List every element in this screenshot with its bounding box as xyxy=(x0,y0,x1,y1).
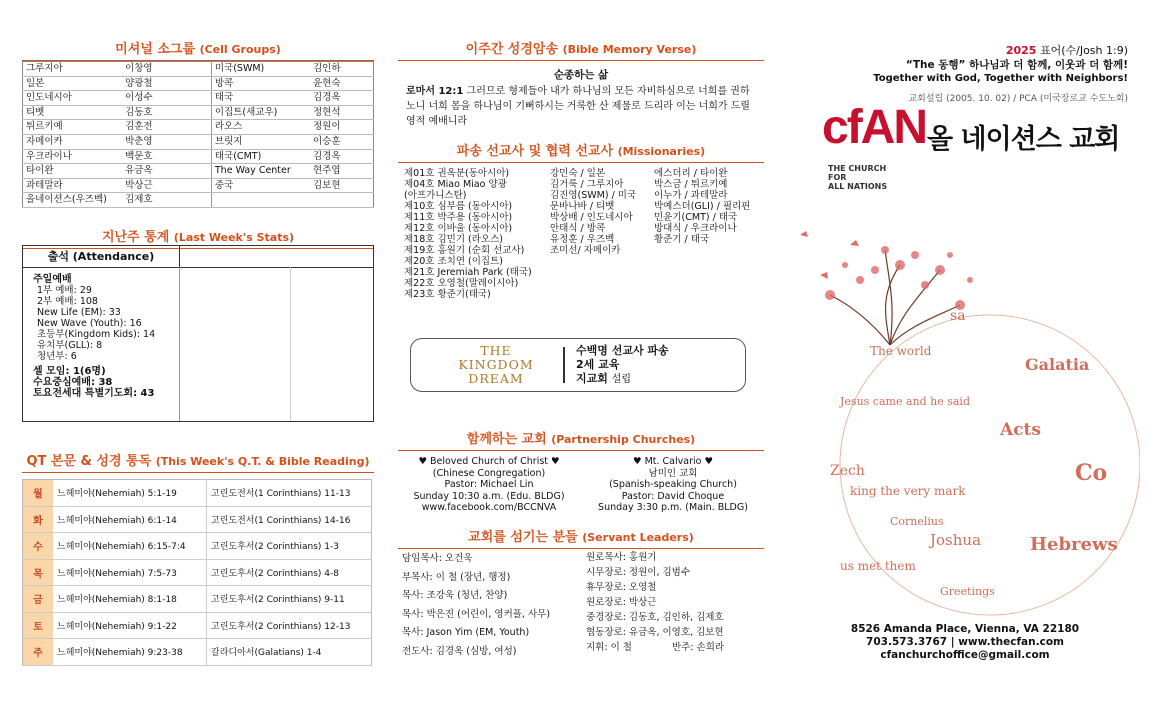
cell-group-row xyxy=(23,62,374,77)
partner-line: ♥ Mt. Calvario ♥ xyxy=(633,456,713,467)
cell-group-cell: 이창영 xyxy=(122,62,211,77)
cell-group-cell: 태국(CMT) xyxy=(211,149,310,164)
servant-item: 휴무장로: 오영철 xyxy=(586,582,657,593)
sunday-label: 주일예배 xyxy=(33,274,72,285)
cell-group-cell: 정원이 xyxy=(310,120,374,135)
partner-line: ♥ Beloved Church of Christ ♥ xyxy=(418,456,560,467)
attendance-header: 출석 (Attendance) xyxy=(23,246,180,268)
cell-group-cell: 김경옥 xyxy=(310,149,374,164)
qt-row xyxy=(23,559,372,586)
qt-table xyxy=(22,479,372,666)
memory-title: 이주간 성경암송 (Bible Memory Verse) xyxy=(398,38,764,61)
missionary-item: 제10호 심부름 (동아시아) xyxy=(404,201,513,212)
memory-subtitle: 순종하는 삶 xyxy=(553,69,609,81)
qt-title: QT 본문 & 성경 통독 (This Week's Q.T. & Bible Reading) xyxy=(22,450,374,473)
cell-group-cell: 이성수 xyxy=(122,91,211,106)
servant-item: 전도사: 김경옥 (심방, 여성) xyxy=(402,645,517,657)
cell-group-cell: 자메이카 xyxy=(23,134,123,149)
middle-column xyxy=(398,0,764,701)
missionary-item: 에스더리 / 타이완 xyxy=(654,168,728,179)
missionaries-title: 파송 선교사 및 협력 선교사 (Missionaries) xyxy=(398,140,764,163)
servant-item-conductor xyxy=(586,640,764,655)
svg-text:Zech: Zech xyxy=(830,463,865,479)
partner-line: 남미인 교회 xyxy=(648,467,698,479)
cell-group-cell: 유금옥 xyxy=(122,164,211,179)
cell-stat: 셀 모임: 1(6명) xyxy=(33,366,106,377)
qt-day: 토 xyxy=(23,612,54,639)
qt-passage: 느헤미야(Nehemiah) 6:15-7:4 xyxy=(53,533,207,560)
qt-row xyxy=(23,639,372,666)
svg-text:Jesus came and he said: Jesus came and he said xyxy=(840,395,970,408)
qt-passage: 느헤미야(Nehemiah) 5:1-19 xyxy=(53,480,207,507)
cell-group-cell: 이집트(새교우) xyxy=(211,105,310,120)
stat-line: 청년부: 6 xyxy=(37,351,77,362)
stats-list xyxy=(33,274,155,399)
qt-row xyxy=(23,480,372,507)
partner-line: (Spanish-speaking Church) xyxy=(609,479,737,490)
kingdom-dream-text: 수백명 선교사 파송 2세 교육 지교회 설립 xyxy=(576,344,669,385)
partner-church-chinese xyxy=(398,456,580,514)
cell-group-cell: 그루지아 xyxy=(23,62,123,77)
missionary-item: 제04호 Miao Miao 양광 xyxy=(404,179,507,190)
missionary-item: 이누가 / 과테말라 xyxy=(654,190,728,201)
svg-text:Acts: Acts xyxy=(1000,420,1041,440)
servant-item: 중경장로: 김동호, 김인하, 김제호 xyxy=(586,612,724,623)
cell-group-cell: 백문호 xyxy=(122,149,211,164)
cell-groups-table xyxy=(22,61,374,208)
header-motto: 2025 표어(수/Josh 1:9) “The 동행” 하나님과 더 함께, 이웃과 더 함께! Together with God, Together with Neighbors! 교회설립 (2005. 10. 02) / PCA (미국장로교 수도노회) xyxy=(873,44,1128,104)
svg-text:Galatia: Galatia xyxy=(1025,355,1090,374)
reading-passage: 갈라디아서(Galatians) 1-4 xyxy=(207,639,372,666)
cell-group-cell: 타이완 xyxy=(23,164,123,179)
cell-group-cell: 김동호 xyxy=(122,105,211,120)
reading-passage: 고린도후서(2 Corinthians) 1-3 xyxy=(207,533,372,560)
servant-item: 목사: 조강욱 (청년, 찬양) xyxy=(402,590,508,601)
missionary-item: 제23호 황준기(태국) xyxy=(404,289,491,300)
reading-passage: 고린도후서(2 Corinthians) 4-8 xyxy=(207,559,372,586)
cell-group-row xyxy=(23,134,374,149)
qt-row xyxy=(23,533,372,560)
qt-passage: 느헤미야(Nehemiah) 9:23-38 xyxy=(53,639,207,666)
logo-name: 올 네이션스 교회 xyxy=(927,124,1120,155)
servant-item: 협동장로: 유금옥, 이영호, 김보현 xyxy=(586,627,724,638)
qt-passage: 느헤미야(Nehemiah) 9:1-22 xyxy=(53,612,207,639)
svg-text:Co: Co xyxy=(1075,460,1108,486)
memory-verse: 로마서 12:1 그러므로 형제들아 내가 하나님의 모든 자비하심으로 너희를 권하노니 너희 몸을 하나님이 기뻐하시는 거룩한 산 제물로 드리라 이는 너희가 드릴 영적 예배니라 xyxy=(406,86,751,127)
cell-group-cell: 중국 xyxy=(211,178,310,193)
partner-line: www.facebook.com/BCCNVA xyxy=(421,502,557,513)
svg-text:Greetings: Greetings xyxy=(940,585,995,598)
missionary-item: 제12호 이바울 (동아시아) xyxy=(404,223,513,234)
svg-text:us met them: us met them xyxy=(840,559,916,573)
partner-line: Sunday 3:30 p.m. (Main. BLDG) xyxy=(598,502,748,513)
logo-mark: cfAN xyxy=(822,101,927,154)
cell-group-row xyxy=(23,149,374,164)
cell-group-row xyxy=(23,76,374,91)
missionary-item: 김거룩 / 그루지아 xyxy=(550,179,624,190)
missionary-item: 제21호 Jeremiah Park (태국) xyxy=(404,267,532,278)
address-block: 8526 Amanda Place, Vienna, VA 22180 703.573.3767 | www.thecfan.com cfanchurchoffice@gmail.com xyxy=(850,623,1080,661)
stat-line: 2부 예배: 108 xyxy=(37,296,98,307)
svg-text:sa: sa xyxy=(950,308,966,324)
svg-text:king the very mark: king the very mark xyxy=(850,484,966,498)
qt-row xyxy=(23,506,372,533)
partner-line: Pastor: David Choque xyxy=(621,490,725,502)
cell-group-cell: 튀르키예 xyxy=(23,120,123,135)
cell-group-cell: 방콕 xyxy=(211,76,310,91)
svg-text:Hebrews: Hebrews xyxy=(1030,534,1118,555)
missionary-item: (아프가니스탄) xyxy=(404,190,467,201)
cell-group-cell xyxy=(211,193,310,208)
cell-group-cell: 미국(SWM) xyxy=(211,62,310,77)
cell-group-cell: 이승훈 xyxy=(310,134,374,149)
servants-right xyxy=(586,550,764,655)
cell-group-cell: 브릿지 xyxy=(211,134,310,149)
missionary-item: 문바나바 / 티벳 xyxy=(550,201,615,212)
qt-passage: 느헤미야(Nehemiah) 6:1-14 xyxy=(53,506,207,533)
reading-passage: 고린도전서(1 Corinthians) 14-16 xyxy=(207,506,372,533)
kingdom-dream-box xyxy=(410,338,746,392)
saturday-stat: 토요전세대 특별기도회: 43 xyxy=(33,388,155,399)
cell-group-cell: 현주엽 xyxy=(310,164,374,179)
missionary-item: 제01호 권옥분(동아시아) xyxy=(404,168,510,179)
missionary-item: 제22호 오영철(말레이시아) xyxy=(404,278,519,289)
servant-item: 담임목사: 오건욱 xyxy=(402,553,473,564)
cell-group-cell: 박상근 xyxy=(122,178,211,193)
right-column xyxy=(790,0,1140,701)
qt-passage: 느헤미야(Nehemiah) 7:5-73 xyxy=(53,559,207,586)
accompanist: 반주: 손희라 xyxy=(671,642,725,653)
stat-line: 초등부(Kingdom Kids): 14 xyxy=(37,329,156,340)
cell-group-cell: 정현석 xyxy=(310,105,374,120)
servant-item: 목사: 박은진 (어린이, 영커플, 사무) xyxy=(402,608,551,620)
cell-group-cell: 김보현 xyxy=(310,178,374,193)
servant-item: 원로목사: 홍원기 xyxy=(586,552,657,563)
qt-day: 화 xyxy=(23,506,54,533)
servant-item: 부목사: 이 철 (장년, 행정) xyxy=(402,571,511,583)
stat-line: 유치부(GLL): 8 xyxy=(37,340,103,351)
servant-item: 시무장로: 정원이, 김범수 xyxy=(586,567,691,578)
cell-group-row xyxy=(23,91,374,106)
missionary-item: 조미선/ 자메이카 xyxy=(550,245,621,256)
stats-title: 지난주 통계 (Last Week's Stats) xyxy=(22,226,374,249)
partner-line: Sunday 10:30 a.m. (Edu. BLDG) xyxy=(413,490,565,502)
stat-line: New Wave (Youth): 16 xyxy=(37,318,142,329)
missionaries-mid xyxy=(550,168,650,256)
qt-day: 수 xyxy=(23,533,54,560)
missionaries-right xyxy=(654,168,762,245)
cell-group-cell: 우크라이나 xyxy=(23,149,123,164)
cell-group-cell: 태국 xyxy=(211,91,310,106)
missionary-item: 제11호 박주용 (동아시아) xyxy=(404,212,513,223)
tree-globe-illustration xyxy=(790,225,1140,620)
cell-group-row xyxy=(23,164,374,179)
cell-group-cell: 김인하 xyxy=(310,62,374,77)
cell-group-row xyxy=(23,178,374,193)
qt-day: 월 xyxy=(23,480,54,507)
servants-left xyxy=(402,550,582,661)
reading-passage: 고린도후서(2 Corinthians) 9-11 xyxy=(207,586,372,613)
wednesday-stat: 수요중심예배: 38 xyxy=(33,377,113,388)
cell-group-cell: 과테말라 xyxy=(23,178,123,193)
servant-item: 목사: Jason Yim (EM, Youth) xyxy=(402,627,530,638)
cell-group-cell: 라오스 xyxy=(211,120,310,135)
missionary-item: 박상배 / 인도네시아 xyxy=(550,212,633,223)
cell-group-cell: The Way Center xyxy=(211,164,310,179)
qt-passage: 느헤미야(Nehemiah) 8:1-18 xyxy=(53,586,207,613)
cell-groups-title: 미셔널 소그룹 (Cell Groups) xyxy=(22,38,374,61)
stat-line: New Life (EM): 33 xyxy=(37,307,121,318)
stats-box xyxy=(22,245,374,422)
cell-group-row xyxy=(23,193,374,208)
cell-group-cell: 인도네시아 xyxy=(23,91,123,106)
cell-group-cell: 김경옥 xyxy=(310,91,374,106)
missionary-item: 김진영(SWM) / 미국 xyxy=(550,190,637,201)
cell-group-cell: 윤현숙 xyxy=(310,76,374,91)
qt-row xyxy=(23,586,372,613)
missionary-item: 안태식 / 방콕 xyxy=(550,223,606,234)
left-column xyxy=(22,0,374,701)
missionary-item: 유정훈 / 우즈벡 xyxy=(550,234,615,245)
cell-group-row xyxy=(23,105,374,120)
missionary-item: 민윤기(CMT) / 태국 xyxy=(654,212,738,223)
cell-group-cell: 티벳 xyxy=(23,105,123,120)
cell-group-cell: 박춘영 xyxy=(122,134,211,149)
missionary-item: 황준기 / 태국 xyxy=(654,234,710,245)
svg-text:The world: The world xyxy=(870,344,932,358)
missionary-item: 제20호 조치연 (이집트) xyxy=(404,256,503,267)
qt-day: 금 xyxy=(23,586,54,613)
qt-row xyxy=(23,612,372,639)
partner-line: (Chinese Congregation) xyxy=(432,467,546,479)
missionaries-left xyxy=(404,168,554,300)
qt-day: 목 xyxy=(23,559,54,586)
partner-line: Pastor: Michael Lin xyxy=(444,479,534,490)
cell-group-cell: 양광철 xyxy=(122,76,211,91)
cell-group-cell: 김제호 xyxy=(122,193,211,208)
reading-passage: 고린도후서(2 Corinthians) 12-13 xyxy=(207,612,372,639)
logo-sub: THE CHURCH FOR ALL NATIONS xyxy=(828,164,888,191)
cell-group-cell: 김훈전 xyxy=(122,120,211,135)
partners-title: 함께하는 교회 (Partnership Churches) xyxy=(398,428,764,451)
reading-passage: 고린도전서(1 Corinthians) 11-13 xyxy=(207,480,372,507)
cell-group-cell: 올네이션스(우즈벡) xyxy=(23,193,123,208)
missionary-item: 박예스더(GLI) / 필리핀 xyxy=(654,201,751,212)
stat-line: 1부 예배: 29 xyxy=(37,285,92,296)
church-logo xyxy=(790,80,1130,200)
svg-text:Joshua: Joshua xyxy=(930,531,982,549)
missionary-item: 박스금 / 튀르키예 xyxy=(654,179,728,190)
missionary-item: 강민숙 / 일본 xyxy=(550,168,606,179)
cell-group-row xyxy=(23,120,374,135)
conductor: 지휘: 이 철 xyxy=(586,642,632,653)
partner-church-spanish xyxy=(582,456,764,514)
svg-text:Cornelius: Cornelius xyxy=(890,515,944,528)
cell-group-cell: 일본 xyxy=(23,76,123,91)
missionary-item: 방대식 / 우크라이나 xyxy=(654,223,737,234)
kingdom-dream-logo: THE KINGDOM DREAM xyxy=(458,343,534,386)
servant-item: 원로장로: 박상근 xyxy=(586,597,657,608)
missionary-item: 제18호 김민기 (라오스) xyxy=(404,234,503,245)
cell-group-cell xyxy=(310,193,374,208)
servants-title: 교회를 섬기는 분들 (Servant Leaders) xyxy=(398,526,764,549)
missionary-item: 제19호 홍원기 (순회 선교사) xyxy=(404,245,525,256)
qt-day: 주 xyxy=(23,639,54,666)
